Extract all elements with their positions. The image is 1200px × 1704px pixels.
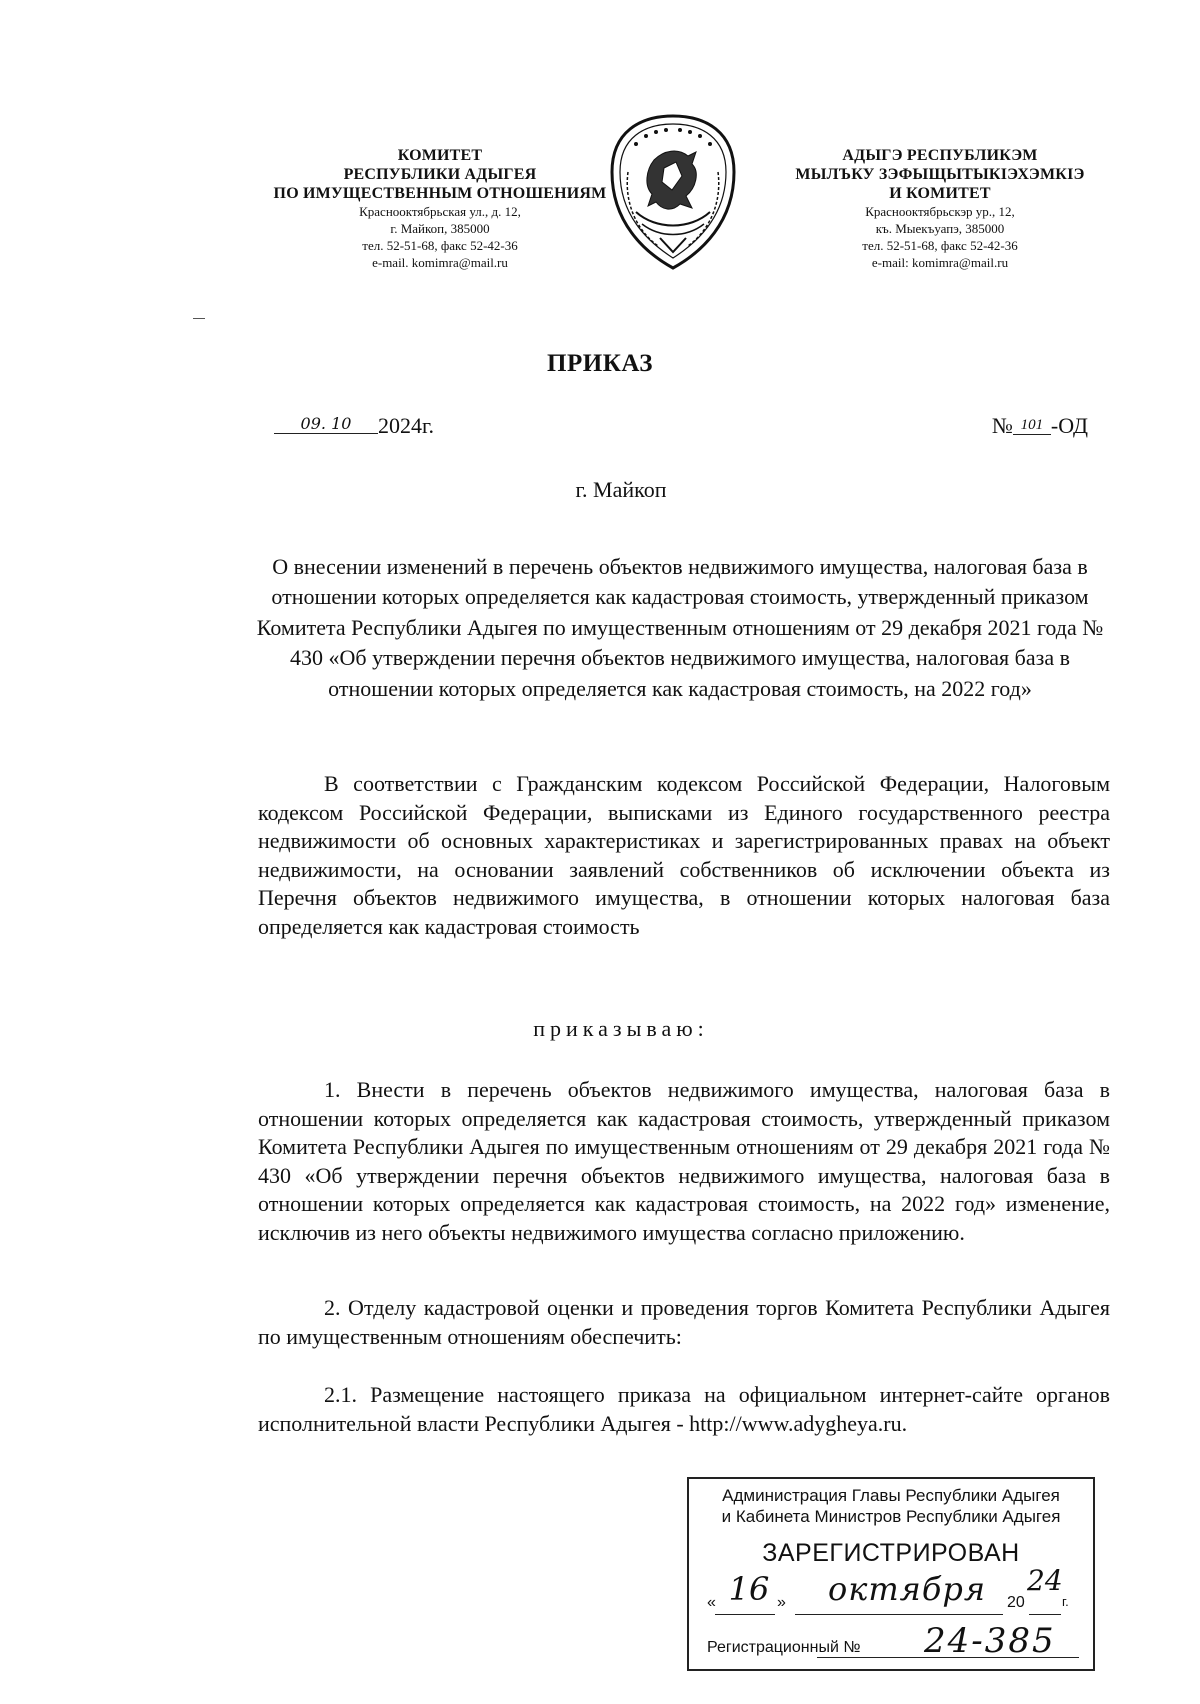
reg-number-underline <box>817 1657 1079 1658</box>
year-underline <box>1029 1614 1061 1615</box>
orders-word: приказываю: <box>533 1016 709 1041</box>
stamp-quote-close: » <box>777 1594 786 1611</box>
header-right-block <box>780 146 1100 271</box>
paragraph-1: 1. Внести в перечень объектов недвижимого имущества, налоговая база в отношении которых определяется как кадастровая стоимость, утвержденный приказом Комитета Республики Адыгея по имущественным отношениям от 29 декабря 2021 года № 430 «Об утверждении перечня объектов недвижимого имущества, налоговая база в отношении которых определяется как кадастровая стоимость, на 2022 год» изменение, исключив из него объекты недвижимого имущества согласно приложению. <box>258 1077 1110 1245</box>
basis-paragraph: В соответствии с Гражданским кодексом Российской Федерации, Налоговым кодексом Российской Федерации, выписками из Единого государственного реестра недвижимости об основных характеристиках и зарегистрированных правах на объект недвижимости, на основании заявлений собственников об исключении объекта из Перечня объектов недвижимого имущества, в отношении которых налоговая база определяется как кадастровая стоимость <box>258 771 1110 939</box>
stamp-handwritten-reg-number: 24-385 <box>924 1621 1056 1661</box>
header-right-line1: АДЫГЭ РЕСПУБЛИКЭМ <box>842 147 1038 164</box>
stamp-handwritten-year: 24 <box>1027 1564 1063 1597</box>
city: г. Майкоп <box>575 477 667 502</box>
header-left-block <box>250 146 630 271</box>
header-right-address2: къ. Мыекъуапэ, 385000 <box>875 221 1005 236</box>
handwritten-date: 09. 10 <box>274 414 378 434</box>
order-subject: О внесении изменений в перечень объектов недвижимого имущества, налоговая база в отношении которых определяется как кадастровая стоимость, утвержденный приказом Комитета Республики Адыгея по имущественным отношениям от 29 декабря 2021 года № 430 «Об утверждении перечня объектов недвижимого имущества, налоговая база в отношении которых определяется как кадастровая стоимость, на 2022 год» <box>256 554 1104 701</box>
header-right-line2: МЫЛЪКУ ЗЭФЫЩЫТЫКIЭХЭМКIЭ <box>795 166 1085 183</box>
month-underline <box>795 1614 1003 1615</box>
day-underline <box>715 1614 775 1615</box>
registration-stamp <box>687 1477 1095 1671</box>
stamp-handwritten-month: октября <box>827 1570 987 1608</box>
paragraph-2: 2. Отделу кадастровой оценки и проведения торгов Комитета Республики Адыгея по имущественным отношениям обеспечить: <box>258 1295 1110 1349</box>
stamp-year-prefix: 20 <box>1007 1594 1025 1611</box>
header-right-email: e-mail: komimra@mail.ru <box>871 255 1009 270</box>
stamp-handwritten-day: 16 <box>728 1570 770 1608</box>
header-right-phone: тел. 52-51-68, факс 52-42-36 <box>862 238 1018 253</box>
order-number <box>992 413 1088 439</box>
number-suffix: -ОД <box>1050 413 1088 438</box>
order-year: 2024г. <box>378 413 435 438</box>
order-date <box>274 413 434 439</box>
stamp-registered: ЗАРЕГИСТРИРОВАН <box>762 1539 1020 1567</box>
stamp-reg-label: Регистрационный № <box>707 1639 861 1656</box>
header-right-line3: И КОМИТЕТ <box>889 185 991 202</box>
header-left-email: e-mail. komimra@mail.ru <box>372 255 508 270</box>
stamp-line1: Администрация Главы Республики Адыгея <box>722 1486 1060 1505</box>
header-left-line1: КОМИТЕТ <box>397 147 483 164</box>
document-title: ПРИКАЗ <box>547 350 653 377</box>
stamp-quote-open: « <box>707 1594 716 1611</box>
header-left-address1: Краснооктябрьская ул., д. 12, <box>359 204 521 219</box>
handwritten-number: 101 <box>1013 417 1051 435</box>
header-left-line2: РЕСПУБЛИКИ АДЫГЕЯ <box>343 166 537 183</box>
header-left-phone: тел. 52-51-68, факс 52-42-36 <box>362 238 518 253</box>
margin-mark <box>193 318 205 319</box>
stamp-line2: и Кабинета Министров Республики Адыгея <box>721 1507 1061 1526</box>
header-left-address2: г. Майкоп, 385000 <box>390 221 490 236</box>
header-left-line3: ПО ИМУЩЕСТВЕННЫМ ОТНОШЕНИЯМ <box>273 185 607 202</box>
stamp-year-g: г. <box>1062 1594 1069 1609</box>
coat-of-arms-icon <box>606 112 740 272</box>
header-right-address1: Краснооктябрьскэр ур., 12, <box>865 204 1015 219</box>
paragraph-2-1: 2.1. Размещение настоящего приказа на официальном интернет-сайте органов исполнительной власти Республики Адыгея - http://www.adygheya.ru. <box>258 1382 1110 1436</box>
number-sign: № <box>991 413 1013 438</box>
